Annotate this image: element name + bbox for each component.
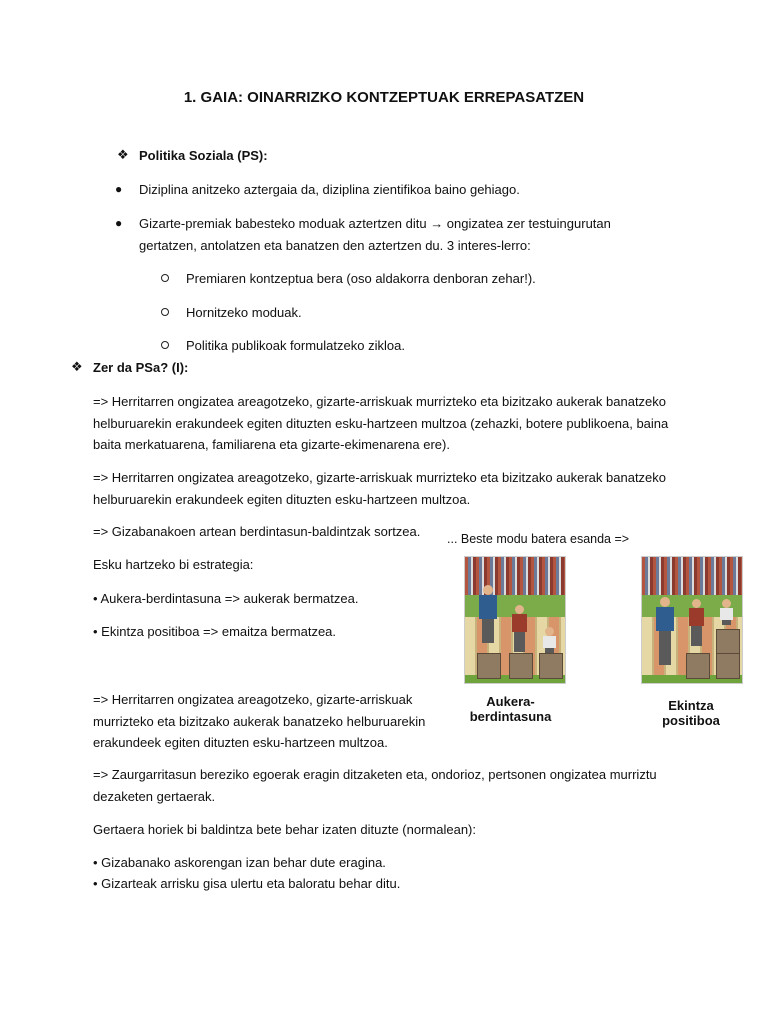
positive-action-label-line1: Ekintza bbox=[668, 698, 714, 713]
bullet-dot-icon: ● bbox=[115, 216, 123, 230]
section1-bullet-2: Gizarte-premiak babesteko moduak aztertzen ditu → ongizatea zer testuingurutan gertatzen, antolatzen eta banatzen den aztertzen du. 3 interes-lerro: bbox=[139, 216, 611, 253]
section1-heading: Politika Soziala (PS): bbox=[139, 148, 268, 163]
equality-label-line2: berdintasuna bbox=[469, 709, 552, 724]
paragraph: • Gizarteak arrisku gisa ulertu eta baloratu behar ditu. bbox=[93, 876, 401, 891]
section2-heading: Zer da PSa? (I): bbox=[93, 360, 189, 375]
positive-action-label-line2: positiboa bbox=[662, 713, 720, 728]
sub-bullet-1: Premiaren kontzeptua bera (oso aldakorra denboran zehar!). bbox=[186, 271, 536, 286]
sub-bullet-3: Politika publikoak formulatzeko zikloa. bbox=[186, 338, 405, 353]
bullet-dot-icon: ● bbox=[115, 182, 123, 196]
equality-illustration bbox=[443, 532, 753, 732]
circle-bullet-icon bbox=[161, 308, 169, 316]
diamond-bullet-icon: ❖ bbox=[117, 147, 129, 162]
circle-bullet-icon bbox=[161, 341, 169, 349]
equality-label bbox=[453, 694, 568, 724]
paragraph: => Herritarren ongizatea areagotzeko, gizarte-arriskuak murrizteko eta bizitzako aukerak banatzeko helburuarekin erakundeek egiten dituzten esku-hartzeen multzoa (zehazki, botere publikoena, baina baita merkatuarena, familiarena eta gizarte-ekimenarena ere). bbox=[93, 394, 669, 452]
paragraph: => Gizabanakoen artean berdintasun-baldintzak sortzea. bbox=[93, 524, 421, 539]
positive-action-label bbox=[637, 698, 745, 728]
equality-label-line1: Aukera- bbox=[486, 694, 535, 709]
figure-caption: ... Beste modu batera esanda => bbox=[447, 532, 630, 546]
paragraph: Esku hartzeko bi estrategia: bbox=[93, 557, 254, 572]
diamond-bullet-icon: ❖ bbox=[71, 359, 83, 374]
sub-bullet-2: Hornitzeko moduak. bbox=[186, 305, 302, 320]
paragraph: => Herritarren ongizatea areagotzeko, gizarte-arriskuak murrizteko eta bizitzako aukerak banatzeko helburuarekin erakundeek egiten dituzten esku-hartzeen multzoa. bbox=[93, 470, 667, 507]
paragraph: => Zaurgarritasun bereziko egoerak eragin ditzaketen eta, ondorioz, pertsonen ongizatea murriztu dezaketen gertaerak. bbox=[93, 767, 657, 804]
paragraph: Gertaera horiek bi baldintza bete behar izaten dituzte (normalean): bbox=[93, 822, 476, 837]
paragraph: • Ekintza positiboa => emaitza bermatzea. bbox=[93, 624, 337, 639]
paragraph: => Herritarren ongizatea areagotzeko, gizarte-arriskuak murrizteko eta bizitzako aukerak banatzeko helburuarekin erakundeek egiten dituzten esku-hartzeen multzoa. bbox=[93, 692, 426, 750]
paragraph: • Aukera-berdintasuna => aukerak bermatzea. bbox=[93, 591, 359, 606]
positive-action-panel-image bbox=[641, 556, 743, 684]
equality-panel-image bbox=[464, 556, 566, 684]
section1-bullet-1: Diziplina anitzeko aztergaia da, diziplina zientifikoa baino gehiago. bbox=[139, 182, 520, 197]
circle-bullet-icon bbox=[161, 274, 169, 282]
page-title: 1. GAIA: OINARRIZKO KONTZEPTUAK ERREPASATZEN bbox=[183, 89, 585, 106]
paragraph: • Gizabanako askorengan izan behar dute eragina. bbox=[93, 855, 386, 870]
